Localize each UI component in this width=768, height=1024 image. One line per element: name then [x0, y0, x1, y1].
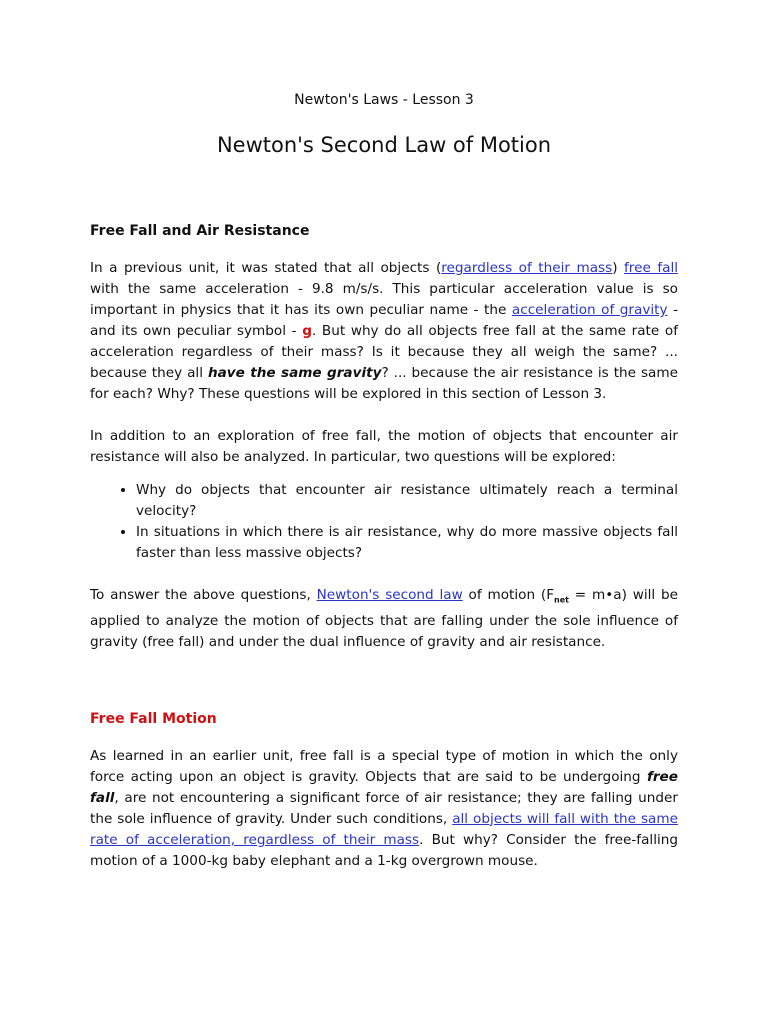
article-body	[90, 220, 678, 872]
link-free-fall[interactable]: free fall	[624, 260, 678, 276]
link-same-rate-of-acceleration[interactable]: all objects will fall with the same rate of acceleration, regardless of their mass	[90, 810, 678, 848]
page-title: Newton's Second Law of Motion	[216, 133, 552, 157]
exploration-paragraph: In addition to an exploration of free fall, the motion of objects that encounter air resistance will also be analyzed. In particular, two questions will be explored:	[90, 428, 678, 465]
emphasis-free-fall: free fall	[90, 768, 678, 806]
section-heading-free-fall-motion: Free Fall Motion	[90, 710, 217, 727]
text-span: . But why do all objects free fall at the same rate of acceleration regardless of their mass? Is it because they all weigh the same? ... because they all	[90, 323, 678, 381]
text-span: As learned in an earlier unit, free fall is a special type of motion in which the only force acting upon an object is gravity. Objects that are said to be undergoing	[90, 747, 678, 785]
text-span: - and its own peculiar symbol -	[90, 302, 678, 339]
emphasis-same-gravity: have the same gravity	[207, 365, 382, 381]
text-span: . But why? Consider the free-falling motion of a 1000-kg baby elephant and a 1-kg overgrown mouse.	[90, 831, 678, 869]
text-span: To answer the above questions,	[90, 587, 317, 603]
symbol-g: g	[302, 323, 312, 339]
lesson-kicker: Newton's Laws - Lesson 3	[294, 92, 474, 108]
text-span: = m•a) will be applied to analyze the motion of objects that are falling under the sole influence of gravity (free fall) and under the dual influence of gravity and air resistance.	[90, 587, 678, 650]
link-regardless-of-mass[interactable]: regardless of their mass	[441, 260, 613, 276]
text-span: , are not encountering a significant force of air resistance; they are falling under the sole influence of gravity. Under such conditions,	[90, 789, 678, 827]
free-fall-paragraph	[90, 746, 678, 872]
list-item: • Why do objects that encounter air resistance ultimately reach a terminal velocity?	[136, 480, 678, 522]
text-span: of motion (F	[462, 587, 555, 603]
link-newtons-second-law[interactable]: Newton's second law	[316, 587, 463, 603]
text-span: )	[612, 260, 625, 276]
section-heading-free-fall-air-resistance: Free Fall and Air Resistance	[90, 223, 310, 239]
list-item: • In situations in which there is air resistance, why do more massive objects fall faster than less massive objects?	[136, 522, 678, 564]
newtons-law-paragraph	[90, 585, 678, 653]
text-span: with the same acceleration - 9.8 m/s/s. This particular acceleration value is so important in physics that it has its own peculiar name - the	[90, 281, 678, 318]
intro-paragraph	[90, 258, 678, 405]
text-span: ? ... because the air resistance is the same for each? Why? These questions will be explored in this section of Lesson 3.	[90, 365, 678, 402]
link-acceleration-of-gravity[interactable]: acceleration of gravity	[511, 302, 668, 318]
question-list	[90, 480, 678, 564]
text-span: In a previous unit, it was stated that all objects (	[90, 260, 442, 276]
subscript-net: net	[554, 595, 569, 605]
